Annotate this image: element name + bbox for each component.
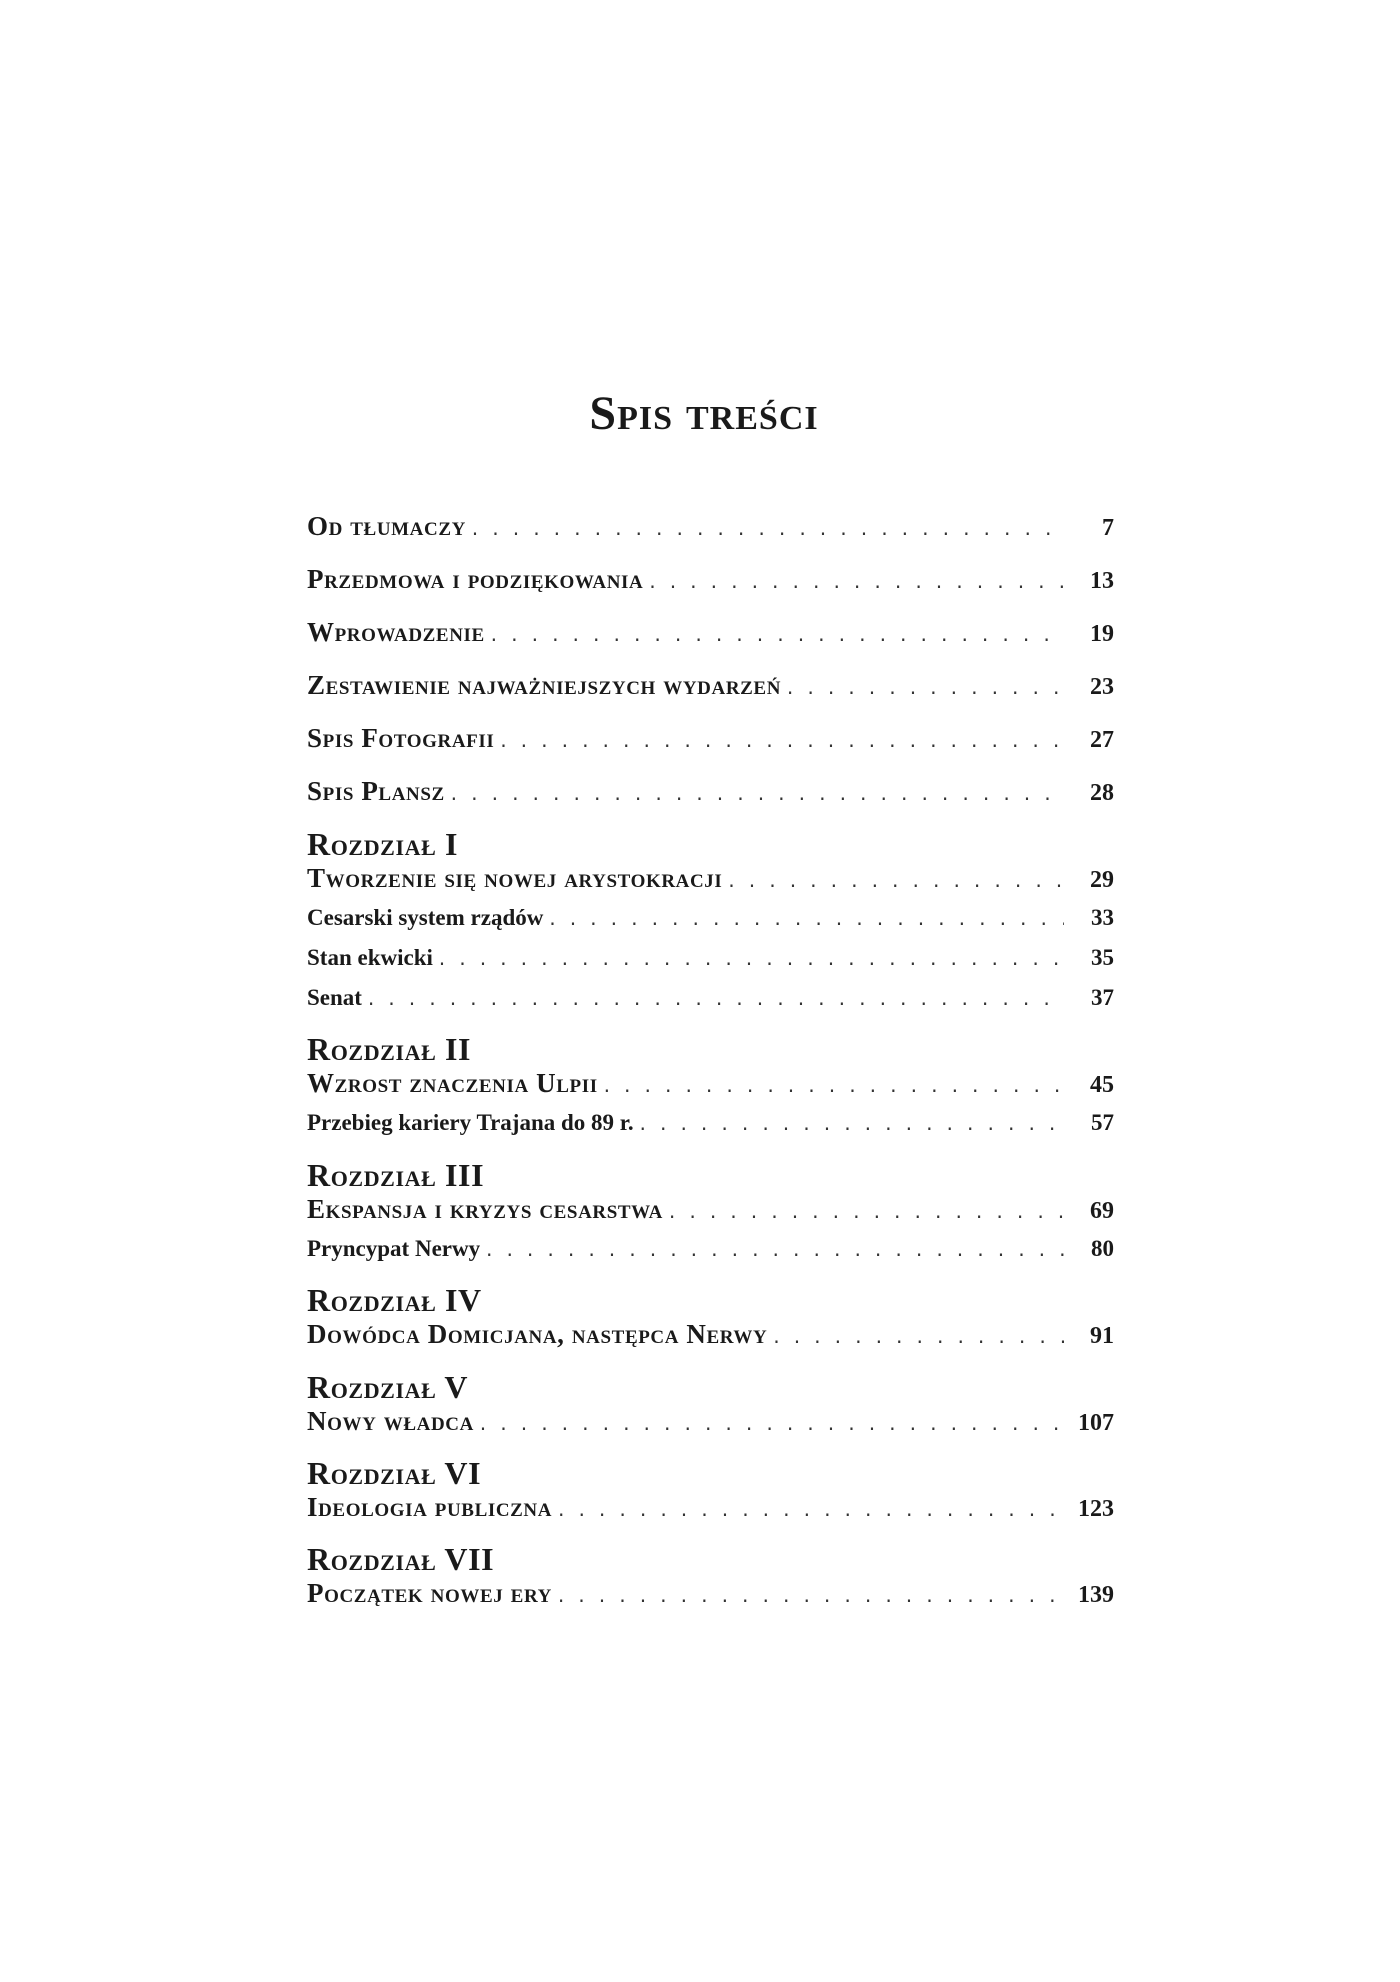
toc-entry-page: 28 — [1090, 780, 1114, 806]
chapter-heading-5: Rozdział V — [307, 1369, 469, 1405]
toc-entry-wprowadzenie[interactable] — [307, 612, 1114, 652]
toc-entry-label: Tworzenie się nowej arystokracji — [307, 863, 723, 893]
toc-entry-page: 107 — [1078, 1410, 1114, 1436]
dot-leader — [470, 510, 1064, 550]
dot-leader — [667, 1193, 1064, 1233]
toc-entry-label: Ideologia publiczna — [307, 1492, 553, 1522]
toc-entry-label: Nowy władca — [307, 1406, 474, 1436]
toc-entry-label: Cesarski system rządów — [307, 905, 544, 930]
toc-entry-section[interactable] — [307, 978, 1114, 1018]
toc-entry-chapter-1[interactable] — [307, 858, 1114, 898]
toc-entry-label: Początek nowej ery — [307, 1578, 552, 1608]
toc-entry-page: 139 — [1078, 1582, 1114, 1608]
dot-leader — [478, 1405, 1064, 1445]
dot-leader — [647, 563, 1064, 603]
toc-entry-page: 13 — [1090, 568, 1114, 594]
dot-leader — [771, 1318, 1064, 1358]
toc-entry-page: 33 — [1091, 905, 1114, 930]
toc-entry-chapter-3[interactable] — [307, 1189, 1114, 1229]
toc-entry-section[interactable] — [307, 898, 1114, 938]
toc-entry-chapter-5[interactable] — [307, 1401, 1114, 1441]
toc-entry-zestawienie[interactable] — [307, 665, 1114, 705]
toc-entry-page: 7 — [1102, 515, 1114, 541]
dot-leader — [449, 775, 1064, 815]
toc-entry-page: 91 — [1090, 1323, 1114, 1349]
dot-leader — [366, 980, 1064, 1020]
toc-entry-label: Ekspansja i kryzys cesarstwa — [307, 1194, 663, 1224]
page-title: Spis treści — [589, 387, 819, 440]
toc-entry-page: 37 — [1091, 985, 1114, 1010]
dot-leader — [556, 1491, 1064, 1531]
dot-leader — [785, 669, 1064, 709]
toc-entry-page: 19 — [1090, 621, 1114, 647]
dot-leader — [547, 900, 1064, 940]
toc-entry-page: 23 — [1090, 674, 1114, 700]
toc-entry-label: Przebieg kariery Trajana do 89 r. — [307, 1110, 634, 1135]
chapter-heading-1: Rozdział I — [307, 826, 459, 862]
toc-entry-chapter-2[interactable] — [307, 1063, 1114, 1103]
toc-entry-page: 35 — [1091, 945, 1114, 970]
toc-entry-label: Senat — [307, 985, 362, 1010]
dot-leader — [638, 1105, 1064, 1145]
toc-entry-page: 27 — [1090, 727, 1114, 753]
toc-entry-spis-plansz[interactable] — [307, 771, 1114, 811]
toc-entry-section[interactable] — [307, 1229, 1114, 1269]
toc-entry-label: Przedmowa i podziękowania — [307, 564, 644, 594]
toc-entry-label: Od tłumaczy — [307, 511, 466, 541]
toc-entry-chapter-7[interactable] — [307, 1573, 1114, 1613]
dot-leader — [489, 616, 1064, 656]
toc-entry-page: 45 — [1090, 1072, 1114, 1098]
dot-leader — [484, 1231, 1064, 1271]
toc-entry-section[interactable] — [307, 938, 1114, 978]
toc-entry-label: Pryncypat Nerwy — [307, 1236, 481, 1261]
toc-entry-label: Spis Fotografii — [307, 723, 495, 753]
toc-entry-chapter-4[interactable] — [307, 1314, 1114, 1354]
toc-entry-od-tlumaczy[interactable] — [307, 506, 1114, 546]
dot-leader — [437, 940, 1064, 980]
toc-entry-section[interactable] — [307, 1103, 1114, 1143]
dot-leader — [726, 862, 1064, 902]
toc-entry-label: Spis Plansz — [307, 776, 445, 806]
toc-entry-page: 80 — [1091, 1236, 1114, 1261]
toc-entry-chapter-6[interactable] — [307, 1487, 1114, 1527]
toc-entry-page: 69 — [1090, 1198, 1114, 1224]
chapter-heading-3: Rozdział III — [307, 1157, 485, 1193]
dot-leader — [602, 1067, 1064, 1107]
toc-entry-page: 29 — [1090, 867, 1114, 893]
toc-entry-przedmowa[interactable] — [307, 559, 1114, 599]
dot-leader — [498, 722, 1064, 762]
toc-entry-page: 57 — [1091, 1110, 1114, 1135]
dot-leader — [556, 1577, 1064, 1617]
toc-entry-spis-fotografii[interactable] — [307, 718, 1114, 758]
chapter-heading-4: Rozdział IV — [307, 1282, 482, 1318]
chapter-heading-6: Rozdział VI — [307, 1455, 482, 1491]
toc-entry-label: Wzrost znaczenia Ulpii — [307, 1068, 598, 1098]
chapter-heading-2: Rozdział II — [307, 1031, 472, 1067]
toc-entry-label: Wprowadzenie — [307, 617, 485, 647]
toc-entry-label: Stan ekwicki — [307, 945, 433, 970]
chapter-heading-7: Rozdział VII — [307, 1541, 495, 1577]
toc-entry-page: 123 — [1078, 1496, 1114, 1522]
toc-entry-label: Dowódca Domicjana, następca Nerwy — [307, 1319, 768, 1349]
toc-entry-label: Zestawienie najważniejszych wydarzeń — [307, 670, 782, 700]
